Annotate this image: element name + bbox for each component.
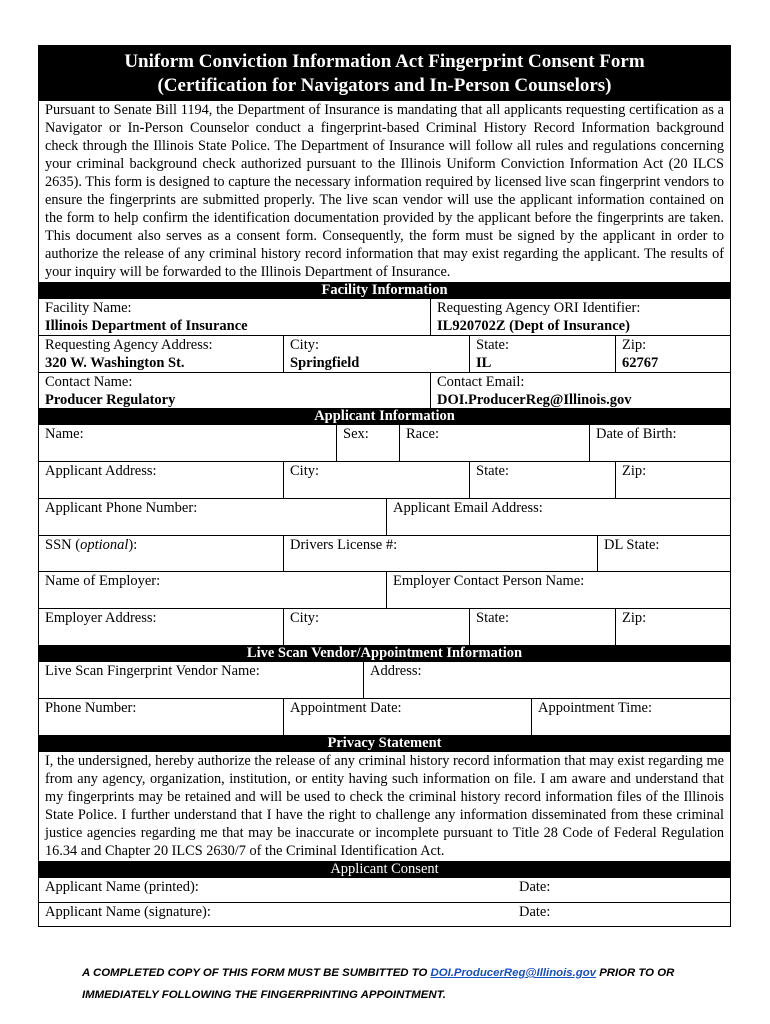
employer-contact-field[interactable] xyxy=(386,572,730,608)
contact-email-cell xyxy=(430,373,730,408)
applicant-sex-field[interactable] xyxy=(336,425,399,461)
appointment-date-label: Appointment Date: xyxy=(290,700,402,716)
contact-email-value: DOI.ProducerReg@Illinois.gov xyxy=(437,392,632,408)
applicant-address-field[interactable] xyxy=(39,462,283,498)
vendor-address-label: Address: xyxy=(370,663,422,679)
signature-date-label: Date: xyxy=(519,904,551,920)
title-line-2: (Certification for Navigators and In-Person Counselors) xyxy=(157,75,612,96)
applicant-email-field[interactable] xyxy=(386,499,730,535)
employer-name-field[interactable] xyxy=(39,572,386,608)
applicant-dob-field[interactable] xyxy=(589,425,730,461)
employer-city-field[interactable] xyxy=(283,609,469,645)
applicant-city-label: City: xyxy=(290,463,320,479)
applicant-name-field[interactable] xyxy=(39,425,336,461)
employer-address-label: Employer Address: xyxy=(45,610,157,626)
applicant-dob-label: Date of Birth: xyxy=(596,426,677,442)
contact-name-value: Producer Regulatory xyxy=(45,392,176,408)
employer-contact-label: Employer Contact Person Name: xyxy=(393,573,585,589)
applicant-phone-label: Applicant Phone Number: xyxy=(45,500,198,516)
agency-address-value: 320 W. Washington St. xyxy=(45,355,185,371)
notice-text-before: A COMPLETED COPY OF THIS FORM MUST BE SUMBITTED TO xyxy=(82,967,431,979)
applicant-email-label: Applicant Email Address: xyxy=(393,500,543,516)
employer-zip-field[interactable] xyxy=(615,609,730,645)
contact-name-cell xyxy=(39,373,430,408)
applicant-address-label: Applicant Address: xyxy=(45,463,157,479)
agency-zip-cell xyxy=(615,336,730,372)
agency-city-cell xyxy=(283,336,469,372)
title-line-1: Uniform Conviction Information Act Fingerprint Consent Form xyxy=(124,51,645,72)
dl-state-label: DL State: xyxy=(604,537,660,553)
submission-email-link[interactable]: DOI.ProducerReg@Illinois.gov xyxy=(430,967,597,979)
employer-zip-label: Zip: xyxy=(622,610,647,626)
agency-city-value: Springfield xyxy=(290,355,360,371)
agency-zip-label: Zip: xyxy=(622,337,647,353)
printed-name-label: Applicant Name (printed): xyxy=(45,879,199,895)
privacy-header: Privacy Statement xyxy=(39,735,730,752)
consent-header: Applicant Consent xyxy=(39,861,730,878)
signature-label: Applicant Name (signature): xyxy=(45,904,211,920)
agency-state-value: IL xyxy=(476,355,492,371)
agency-zip-value: 62767 xyxy=(622,355,659,371)
contact-email-label: Contact Email: xyxy=(437,374,525,390)
facility-row-1 xyxy=(39,299,730,335)
vendor-phone-label: Phone Number: xyxy=(45,700,137,716)
facility-name-value: Illinois Department of Insurance xyxy=(45,318,248,334)
employer-city-label: City: xyxy=(290,610,320,626)
applicant-row-employer-address xyxy=(39,608,730,645)
dl-state-field[interactable] xyxy=(597,536,730,571)
signature-date-field[interactable] xyxy=(513,903,730,926)
ori-cell xyxy=(430,299,730,335)
vendor-row-1 xyxy=(39,662,730,698)
applicant-zip-field[interactable] xyxy=(615,462,730,498)
drivers-license-field[interactable] xyxy=(283,536,597,571)
applicant-city-field[interactable] xyxy=(283,462,469,498)
printed-date-field[interactable] xyxy=(513,878,730,902)
consent-form xyxy=(38,45,731,927)
agency-address-label: Requesting Agency Address: xyxy=(45,337,213,353)
facility-name-cell xyxy=(39,299,430,335)
agency-state-label: State: xyxy=(476,337,510,353)
appointment-time-field[interactable] xyxy=(531,699,730,735)
ori-value: IL920702Z (Dept of Insurance) xyxy=(437,318,630,334)
agency-address-cell xyxy=(39,336,283,372)
applicant-race-field[interactable] xyxy=(399,425,589,461)
intro-paragraph: Pursuant to Senate Bill 1194, the Department of Insurance is mandating that all applicants requesting certification as a Navigator or In-Person Counselor conduct a fingerprint-based Criminal History Record Information background check through the Illinois State Police. The Department of Insurance will follow all rules and regulations concerning your criminal background check authorized pursuant to the Illinois Uniform Conviction Information Act (20 ILCS 2635). This form is designed to capture the necessary information required by licensed live scan fingerprint vendors to ensure the fingerprints are submitted properly. The live scan vendor will use the applicant information contained on the form to help confirm the identification documentation provided by the applicant before the fingerprints are taken. This document also serves as a consent form. Consequently, the form must be signed by the applicant in order to authorize the release of any criminal history record information that may exist regarding the applicant. The results of your inquiry will be forwarded to the Illinois Department of Insurance. xyxy=(45,102,724,280)
facility-header: Facility Information xyxy=(39,282,730,299)
ori-label: Requesting Agency ORI Identifier: xyxy=(437,300,641,316)
printed-date-label: Date: xyxy=(519,879,551,895)
ssn-field[interactable] xyxy=(39,536,283,571)
applicant-row-employer xyxy=(39,571,730,608)
vendor-name-field[interactable] xyxy=(39,662,363,698)
agency-city-label: City: xyxy=(290,337,320,353)
applicant-sex-label: Sex: xyxy=(343,426,369,442)
applicant-row-contact xyxy=(39,498,730,535)
applicant-name-label: Name: xyxy=(45,426,84,442)
employer-state-label: State: xyxy=(476,610,510,626)
vendor-phone-field[interactable] xyxy=(39,699,283,735)
contact-name-label: Contact Name: xyxy=(45,374,133,390)
applicant-row-address xyxy=(39,461,730,498)
facility-row-3 xyxy=(39,372,730,408)
signature-field[interactable] xyxy=(39,903,513,926)
appointment-time-label: Appointment Time: xyxy=(538,700,653,716)
employer-address-field[interactable] xyxy=(39,609,283,645)
notice-text-after: PRIOR TO OR IMMEDIATELY FOLLOWING THE FINGERPRINTING APPOINTMENT. xyxy=(82,967,675,1001)
vendor-address-field[interactable] xyxy=(363,662,730,698)
consent-row-signature xyxy=(39,902,730,926)
drivers-license-label: Drivers License #: xyxy=(290,537,398,553)
vendor-row-2 xyxy=(39,698,730,735)
agency-state-cell xyxy=(469,336,615,372)
applicant-race-label: Race: xyxy=(406,426,440,442)
submission-notice xyxy=(82,962,722,1006)
applicant-phone-field[interactable] xyxy=(39,499,386,535)
printed-name-field[interactable] xyxy=(39,878,513,902)
facility-name-label: Facility Name: xyxy=(45,300,132,316)
applicant-row-name xyxy=(39,425,730,461)
form-title xyxy=(39,46,730,101)
applicant-row-id xyxy=(39,535,730,571)
ssn-label: SSN (optional): xyxy=(45,537,138,553)
applicant-state-field[interactable] xyxy=(469,462,615,498)
applicant-state-label: State: xyxy=(476,463,510,479)
employer-state-field[interactable] xyxy=(469,609,615,645)
employer-name-label: Name of Employer: xyxy=(45,573,161,589)
privacy-statement: I, the undersigned, hereby authorize the release of any criminal history record information that may exist regarding me from any agency, organization, institution, or entity having such information on file. I am aware and understand that my fingerprints may be retained and will be used to check the criminal history record information files of the Illinois State Police. I further understand that I have the right to challenge any information disseminated from these criminal justice agencies regarding me that may be inaccurate or incomplete pursuant to Title 28 Code of Federal Regulation 16.34 and Chapter 20 ILCS 2630/7 of the Criminal Identification Act. xyxy=(45,753,724,859)
vendor-header: Live Scan Vendor/Appointment Information xyxy=(39,645,730,662)
applicant-header: Applicant Information xyxy=(39,408,730,425)
facility-row-2 xyxy=(39,335,730,372)
applicant-zip-label: Zip: xyxy=(622,463,647,479)
vendor-name-label: Live Scan Fingerprint Vendor Name: xyxy=(45,663,260,679)
consent-row-printed xyxy=(39,878,730,902)
appointment-date-field[interactable] xyxy=(283,699,531,735)
